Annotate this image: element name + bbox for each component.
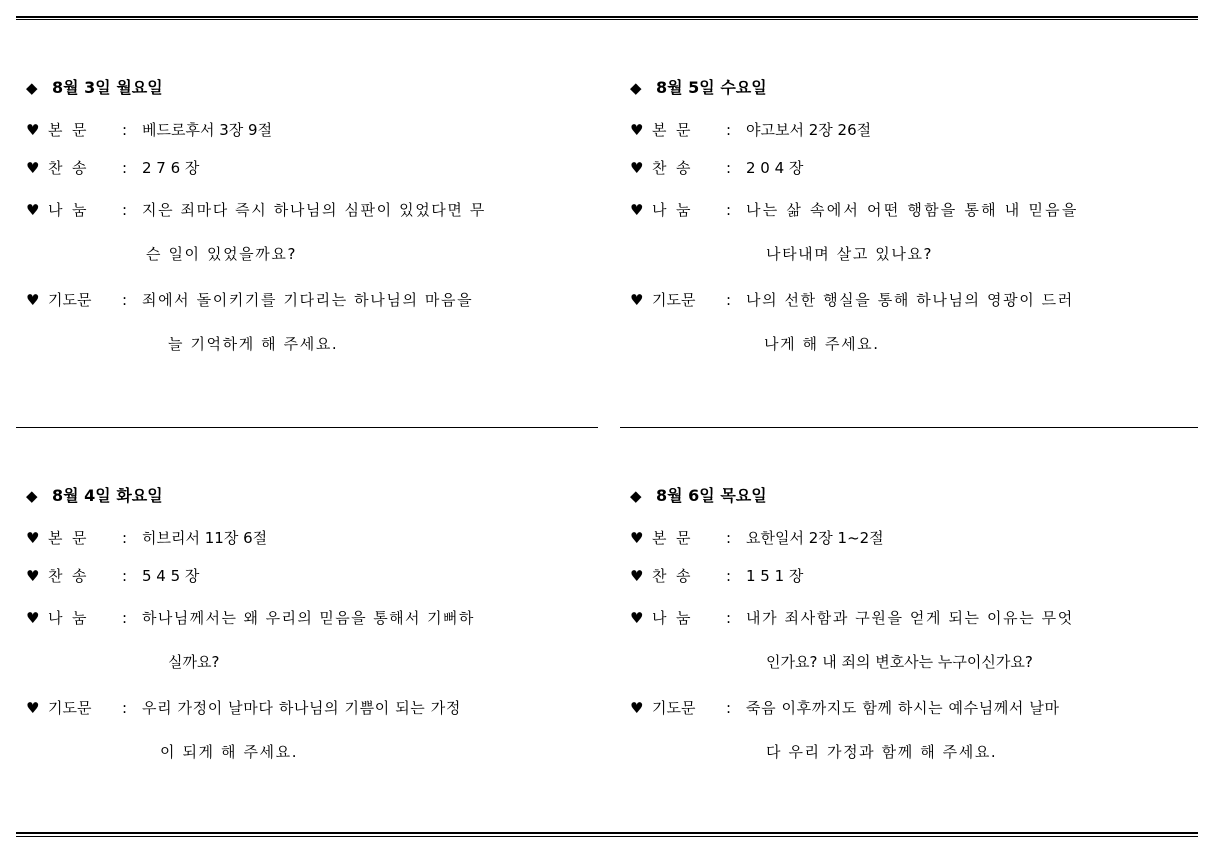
bottom-rule-thin: [16, 836, 1198, 837]
devotion-entry-aug5: [630, 76, 1210, 366]
sharing-row: [26, 188, 606, 276]
prayer-text-line2: 이 되게 해 주세요.: [160, 743, 299, 761]
scripture-label: 본 문: [48, 121, 87, 139]
separator: :: [726, 121, 732, 139]
prayer-row: [630, 686, 1210, 774]
separator: :: [726, 291, 732, 309]
bottom-rule: [16, 832, 1198, 834]
sharing-text-line2: 실까요?: [168, 653, 220, 671]
separator: :: [122, 201, 128, 219]
top-rule: [16, 16, 1198, 18]
diamond-icon: ◆: [26, 487, 38, 505]
hymn-row: [630, 554, 1210, 598]
sharing-row: [630, 188, 1210, 276]
devotion-entry-aug3: [26, 76, 606, 366]
prayer-text-line1: 죽음 이후까지도 함께 하시는 예수님께서 날마: [746, 699, 1060, 717]
separator: :: [726, 609, 732, 627]
prayer-text-line2: 나게 해 주세요.: [764, 335, 880, 353]
heart-icon: ♥: [26, 699, 40, 717]
prayer-text-line1: 나의 선한 행실을 통해 하나님의 영광이 드러: [746, 291, 1074, 309]
separator: :: [122, 159, 128, 177]
hymn-value: 2 7 6 장: [142, 159, 200, 177]
heart-icon: ♥: [26, 529, 40, 547]
top-rule-thin: [16, 19, 1198, 20]
separator: :: [122, 291, 128, 309]
prayer-text-line2: 늘 기억하게 해 주세요.: [168, 335, 339, 353]
heart-icon: ♥: [26, 291, 40, 309]
separator: :: [122, 567, 128, 585]
diamond-icon: ◆: [630, 487, 642, 505]
heart-icon: ♥: [630, 567, 644, 585]
sharing-text-line1: 지은 죄마다 즉시 하나님의 심판이 있었다면 무: [142, 201, 486, 219]
prayer-text-line1: 죄에서 돌이키기를 기다리는 하나님의 마음을: [142, 291, 474, 309]
hymn-row: [630, 146, 1210, 190]
hymn-value: 2 0 4 장: [746, 159, 804, 177]
heart-icon: ♥: [26, 609, 40, 627]
entry-date: [630, 76, 1210, 100]
sharing-label: 나 눔: [652, 201, 691, 219]
date-text: 8월 5일 수요일: [656, 78, 767, 97]
sharing-label: 나 눔: [48, 609, 87, 627]
heart-icon: ♥: [630, 159, 644, 177]
heart-icon: ♥: [26, 567, 40, 585]
hymn-label: 찬 송: [652, 567, 691, 585]
hymn-row: [26, 554, 606, 598]
separator: :: [726, 567, 732, 585]
scripture-value: 요한일서 2장 1~2절: [746, 529, 884, 547]
sharing-text-line2: 인가요? 내 죄의 변호사는 누구이신가요?: [766, 653, 1033, 671]
date-text: 8월 6일 목요일: [656, 486, 767, 505]
prayer-label: 기도문: [652, 699, 696, 717]
separator: :: [122, 609, 128, 627]
heart-icon: ♥: [630, 699, 644, 717]
sharing-label: 나 눔: [652, 609, 691, 627]
sharing-text-line1: 하나님께서는 왜 우리의 믿음을 통해서 기뻐하: [142, 609, 475, 627]
middle-rule-right: [620, 427, 1198, 428]
hymn-row: [26, 146, 606, 190]
separator: :: [726, 201, 732, 219]
scripture-label: 본 문: [652, 121, 691, 139]
hymn-label: 찬 송: [48, 159, 87, 177]
heart-icon: ♥: [630, 609, 644, 627]
prayer-label: 기도문: [48, 291, 92, 309]
sharing-label: 나 눔: [48, 201, 87, 219]
diamond-icon: ◆: [26, 79, 38, 97]
sharing-text-line2: 슨 일이 있었을까요?: [146, 245, 298, 263]
heart-icon: ♥: [630, 291, 644, 309]
sharing-text-line1: 내가 죄사함과 구원을 얻게 되는 이유는 무엇: [746, 609, 1074, 627]
entry-date: [26, 484, 606, 508]
prayer-row: [26, 278, 606, 366]
prayer-row: [630, 278, 1210, 366]
prayer-text-line1: 우리 가정이 날마다 하나님의 기쁨이 되는 가정: [142, 699, 461, 717]
prayer-label: 기도문: [48, 699, 92, 717]
diamond-icon: ◆: [630, 79, 642, 97]
heart-icon: ♥: [630, 201, 644, 219]
separator: :: [726, 159, 732, 177]
prayer-label: 기도문: [652, 291, 696, 309]
hymn-label: 찬 송: [48, 567, 87, 585]
scripture-label: 본 문: [652, 529, 691, 547]
sharing-text-line2: 나타내며 살고 있나요?: [766, 245, 934, 263]
hymn-value: 1 5 1 장: [746, 567, 804, 585]
heart-icon: ♥: [26, 121, 40, 139]
devotion-entry-aug4: [26, 484, 606, 774]
hymn-label: 찬 송: [652, 159, 691, 177]
heart-icon: ♥: [26, 159, 40, 177]
sharing-row: [630, 596, 1210, 684]
heart-icon: ♥: [630, 529, 644, 547]
scripture-value: 베드로후서 3장 9절: [142, 121, 273, 139]
prayer-text-line2: 다 우리 가정과 함께 해 주세요.: [766, 743, 998, 761]
separator: :: [122, 529, 128, 547]
scripture-label: 본 문: [48, 529, 87, 547]
heart-icon: ♥: [630, 121, 644, 139]
separator: :: [122, 699, 128, 717]
separator: :: [726, 699, 732, 717]
middle-rule-left: [16, 427, 598, 428]
separator: :: [122, 121, 128, 139]
entry-date: [26, 76, 606, 100]
date-text: 8월 4일 화요일: [52, 486, 163, 505]
heart-icon: ♥: [26, 201, 40, 219]
sharing-row: [26, 596, 606, 684]
entry-date: [630, 484, 1210, 508]
scripture-value: 히브리서 11장 6절: [142, 529, 268, 547]
hymn-value: 5 4 5 장: [142, 567, 200, 585]
date-text: 8월 3일 월요일: [52, 78, 163, 97]
prayer-row: [26, 686, 606, 774]
sharing-text-line1: 나는 삶 속에서 어떤 행함을 통해 내 믿음을: [746, 201, 1079, 219]
separator: :: [726, 529, 732, 547]
scripture-value: 야고보서 2장 26절: [746, 121, 872, 139]
devotion-entry-aug6: [630, 484, 1210, 774]
